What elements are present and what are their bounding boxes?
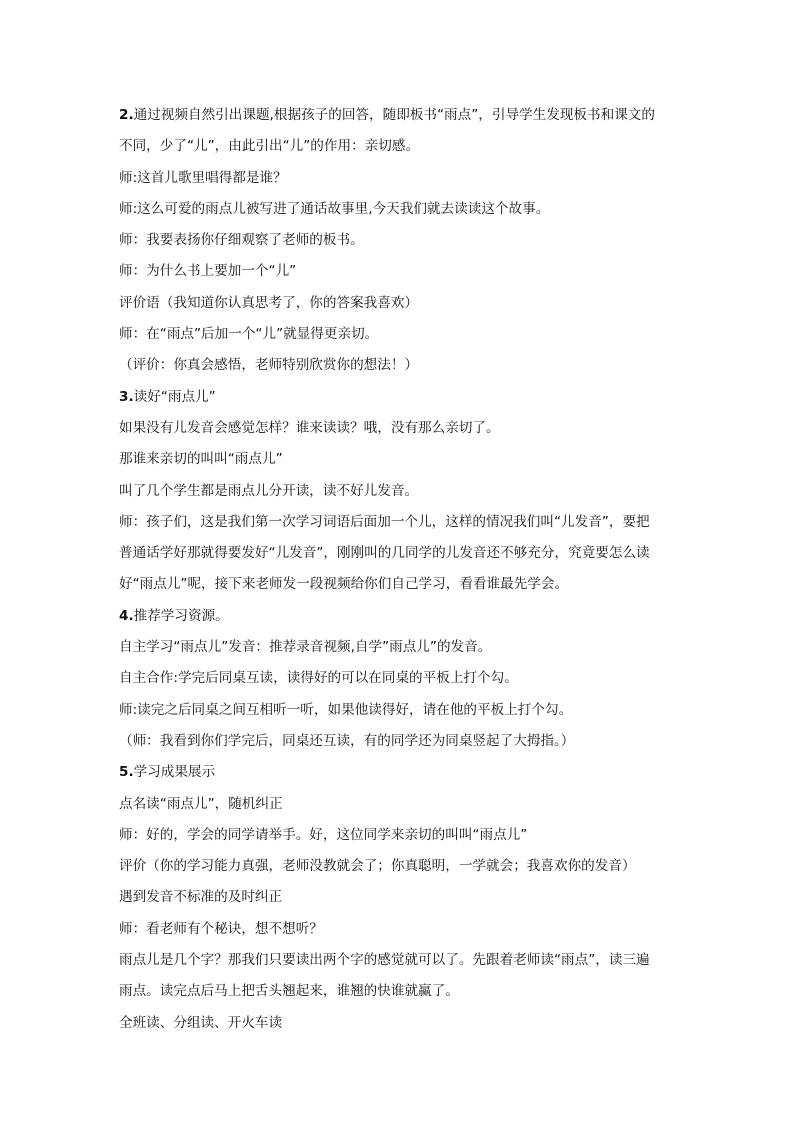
section-number: 3. <box>119 388 134 405</box>
text-line <box>119 382 679 413</box>
text-line <box>119 695 679 726</box>
text-line <box>119 726 679 757</box>
line-text: 雨点儿是几个字？那我们只要读出两个字的感觉就可以了。先跟着老师读“雨点”，读三遍 <box>119 952 650 969</box>
line-text: 师：孩子们，这是我们第一次学习词语后面加一个儿，这样的情况我们叫“儿发音”，要把 <box>119 513 650 530</box>
line-text: 自主学习“雨点儿”发音：推荐录音视频,自学”雨点儿”的发音。 <box>119 639 492 656</box>
text-line <box>119 444 679 475</box>
text-line <box>119 757 679 788</box>
line-text: 叫了几个学生都是雨点儿分开读，读不好儿发音。 <box>119 482 419 499</box>
line-text: 全班读、分组读、开火车读 <box>119 1014 283 1031</box>
text-line <box>119 601 679 632</box>
text-line <box>119 976 679 1007</box>
line-text: 好“雨点儿”呢，接下来老师发一段视频给你们自己学习，看看谁最先学会。 <box>119 576 569 593</box>
line-text: 雨点。读完点后马上把舌头翘起来，谁翘的快谁就赢了。 <box>119 983 459 1000</box>
line-text: 师：为什么书上要加一个“儿” <box>119 263 297 280</box>
text-line <box>119 632 679 663</box>
line-text: 自主合作:学完后同桌互读，读得好的可以在同桌的平板上打个勾。 <box>119 670 518 687</box>
text-line <box>119 413 679 444</box>
line-text: 师：我要表扬你仔细观察了老师的板书。 <box>119 232 364 249</box>
line-text: 学习成果展示 <box>133 764 216 781</box>
text-line <box>119 476 679 507</box>
text-line <box>119 194 679 225</box>
line-text: （评价：你真会感悟，老师特别欣赏你的想法！） <box>119 357 419 374</box>
line-text: 师：好的，学会的同学请举手。好，这位同学来亲切的叫叫“雨点儿” <box>119 826 528 843</box>
text-line <box>119 789 679 820</box>
text-line <box>119 569 679 600</box>
text-line <box>119 131 679 162</box>
line-text: 推荐学习资源。 <box>133 607 229 624</box>
text-line <box>119 163 679 194</box>
line-text: 通过视频自然引出课题,根据孩子的回答，随即板书“雨点”，引导学生发现板书和课文的 <box>133 107 655 123</box>
section-number: 5. <box>119 764 134 781</box>
text-line <box>119 319 679 350</box>
text-line <box>119 225 679 256</box>
section-number: 4. <box>119 607 134 624</box>
line-text: 普通话学好那就得要发好“儿发音”，刚刚叫的几同学的儿发音还不够充分，究竟要怎么读 <box>119 545 650 562</box>
text-line <box>119 538 679 569</box>
line-text: 那谁来亲切的叫叫“雨点儿” <box>119 451 283 468</box>
line-text: 师：看老师有个秘诀，想不想听？ <box>119 920 323 937</box>
section-number: 2. <box>119 107 134 123</box>
line-text: 师:读完之后同桌之间互相听一听，如果他读得好，请在他的平板上打个勾。 <box>119 701 573 718</box>
line-text: （师：我看到你们学完后，同桌还互读，有的同学还为同桌竖起了大拇指。） <box>119 732 575 749</box>
text-line <box>119 945 679 976</box>
line-text: 评价（你的学习能力真强，老师没教就会了；你真聪明，一学就会；我喜欢你的发音） <box>119 858 636 875</box>
text-line <box>119 100 679 131</box>
document-body <box>119 100 679 1039</box>
line-text: 师:这首儿歌里唱得都是谁？ <box>119 169 287 186</box>
text-line <box>119 350 679 381</box>
text-line <box>119 256 679 287</box>
text-line <box>119 1008 679 1039</box>
text-line <box>119 507 679 538</box>
line-text: 师：在“雨点”后加一个“儿”就显得更亲切。 <box>119 326 379 343</box>
text-line <box>119 663 679 694</box>
text-line <box>119 820 679 851</box>
line-text: 遇到发音不标准的及时纠正 <box>119 889 283 906</box>
line-text: 师:这么可爱的雨点儿被写进了通话故事里,今天我们就去读读这个故事。 <box>119 200 550 217</box>
text-line <box>119 914 679 945</box>
line-text: 点名读“雨点儿”，随机纠正 <box>119 795 283 812</box>
text-line <box>119 882 679 913</box>
line-text: 读好“雨点儿” <box>133 388 216 405</box>
line-text: 如果没有儿发音会感觉怎样？谁来读读？哦，没有那么亲切了。 <box>119 419 500 436</box>
line-text: 评价语（我知道你认真思考了，你的答案我喜欢） <box>119 294 419 311</box>
line-text: 不同，少了“儿”，由此引出“儿”的作用：亲切感。 <box>119 138 420 155</box>
text-line <box>119 288 679 319</box>
text-line <box>119 851 679 882</box>
